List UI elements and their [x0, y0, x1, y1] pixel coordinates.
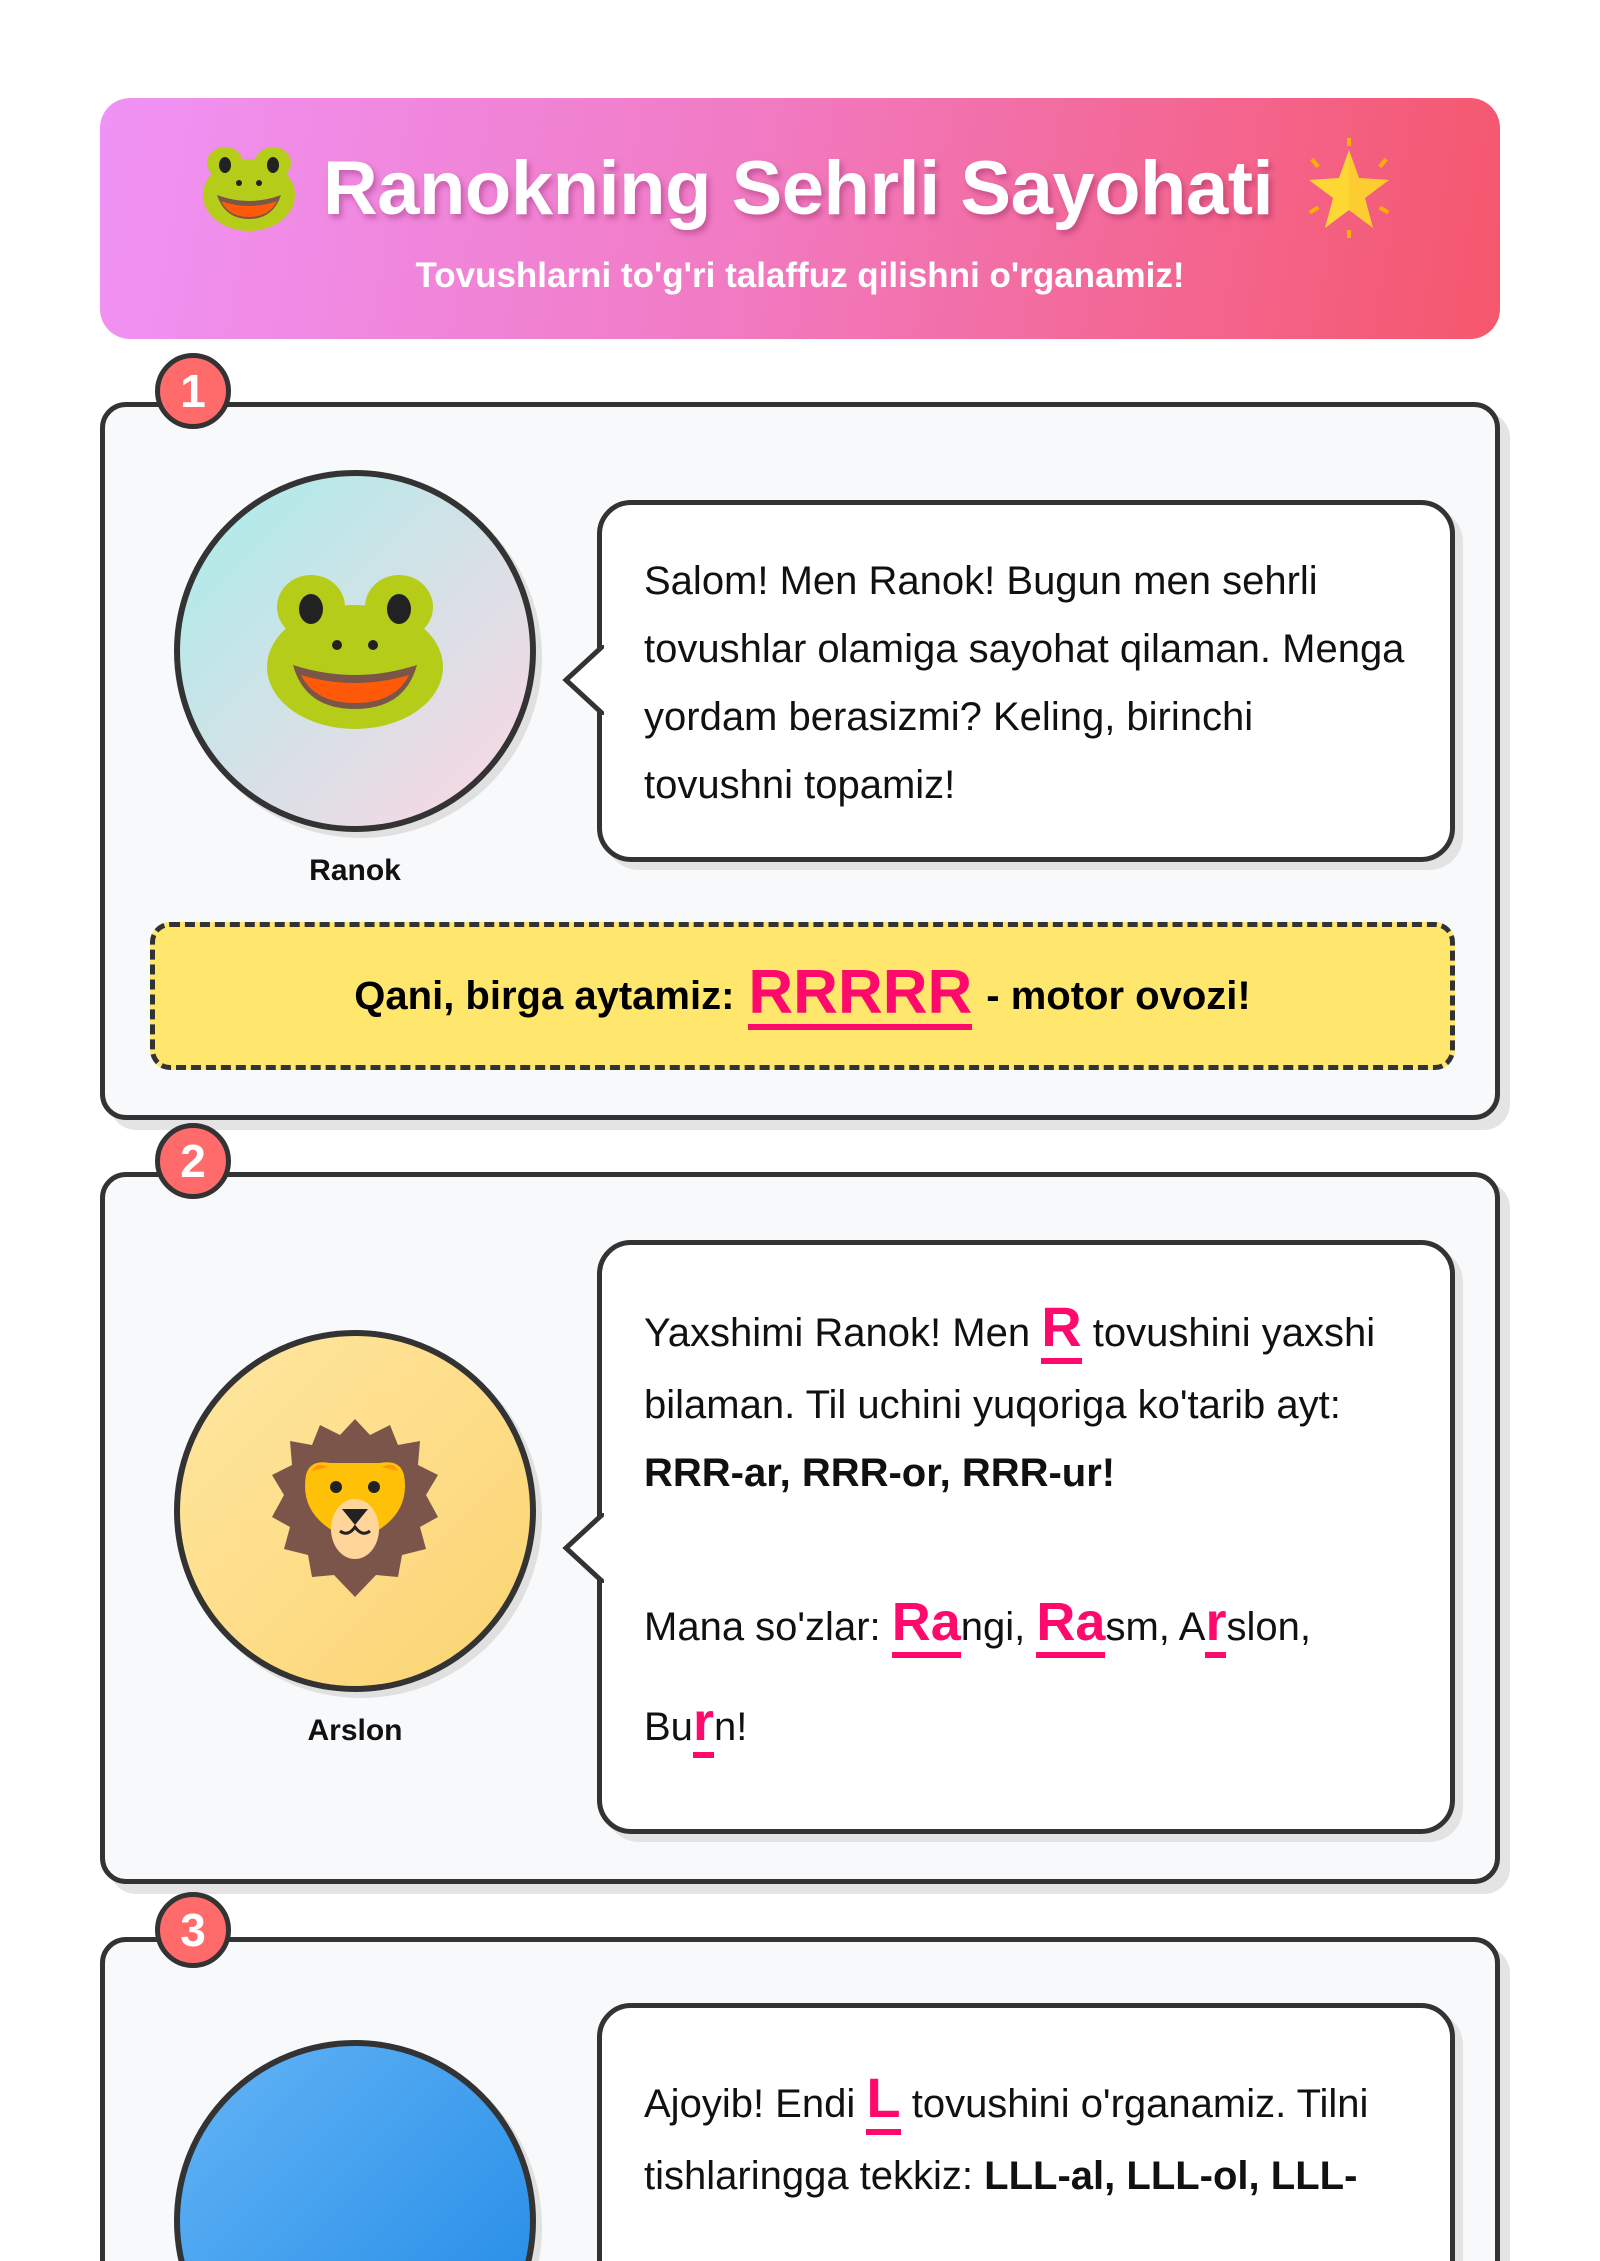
- glowing-star-icon: [1299, 138, 1399, 238]
- step-badge: 1: [155, 353, 231, 429]
- speech-intro: [644, 1297, 1410, 1441]
- avatar: [174, 470, 536, 832]
- story-panel-1: [100, 365, 1500, 1120]
- word: Burn!: [644, 1705, 747, 1749]
- frog-face-icon: [201, 145, 297, 231]
- target-letter: L: [866, 2066, 900, 2135]
- step-badge: 2: [155, 1123, 231, 1199]
- character-arslon: [170, 1330, 540, 1748]
- page-header: [100, 98, 1500, 339]
- callout-prefix: Qani, birga aytamiz:: [354, 973, 735, 1018]
- say-it-callout: [150, 922, 1455, 1070]
- word: Arslon,: [1179, 1605, 1311, 1649]
- speech-text: tovushini o'rganamiz. Tilni tishlaringga tekkiz:: [644, 2082, 1369, 2198]
- avatar: [174, 1330, 536, 1692]
- word-highlight: Ra: [1036, 1592, 1105, 1658]
- example-words: [644, 1577, 1410, 1777]
- character-3: [170, 2040, 540, 2261]
- callout-suffix: - motor ovozi!: [986, 973, 1251, 1018]
- speech-intro: [644, 2068, 1410, 2212]
- word: Rangi,: [892, 1605, 1026, 1649]
- avatar: [174, 2040, 536, 2261]
- practice-syllables: LLL-al, LLL-ol, LLL-: [984, 2154, 1358, 2198]
- page-subtitle: Tovushlarni to'g'ri talaffuz qilishni o'rganamiz!: [415, 256, 1185, 295]
- story-panel-3: [100, 1904, 1500, 2261]
- lion-face-icon: [270, 1419, 440, 1604]
- speech-bubble: [597, 2003, 1455, 2261]
- bubble-tail: [562, 645, 604, 715]
- page-title: Ranokning Sehrli Sayohati: [322, 145, 1274, 231]
- speech-text: Yaxshimi Ranok! Men: [644, 1311, 1031, 1355]
- word-highlight: r: [1205, 1592, 1226, 1658]
- bubble-tail: [562, 1513, 604, 1583]
- title-row: [100, 138, 1500, 238]
- word: Rasm,: [1036, 1605, 1169, 1649]
- character-ranok: [170, 470, 540, 888]
- word-highlight: Ra: [892, 1592, 961, 1658]
- story-panel-2: [100, 1135, 1500, 1884]
- speech-text: Salom! Men Ranok! Bugun men sehrli tovushlar olamiga sayohat qilaman. Menga yordam berasizmi? Keling, birinchi tovushni topamiz!: [644, 559, 1405, 807]
- callout-sound: RRRRR: [748, 962, 972, 1030]
- word-highlight: r: [693, 1692, 714, 1758]
- practice-syllables: RRR-ar, RRR-or, RRR-ur!: [644, 1451, 1116, 1495]
- words-label: Mana so'zlar:: [644, 1605, 881, 1649]
- speech-bubble: [597, 1240, 1455, 1834]
- target-letter: R: [1041, 1295, 1081, 1364]
- speech-text: tovushini yaxshi bilaman. Til uchini yuqoriga ko'tarib ayt:: [644, 1311, 1376, 1427]
- speech-bubble: [597, 500, 1455, 862]
- character-name: Ranok: [309, 854, 401, 887]
- character-name: Arslon: [307, 1714, 403, 1747]
- step-badge: 3: [155, 1892, 231, 1968]
- frog-face-icon: [265, 569, 445, 734]
- speech-text: Ajoyib! Endi: [644, 2082, 856, 2126]
